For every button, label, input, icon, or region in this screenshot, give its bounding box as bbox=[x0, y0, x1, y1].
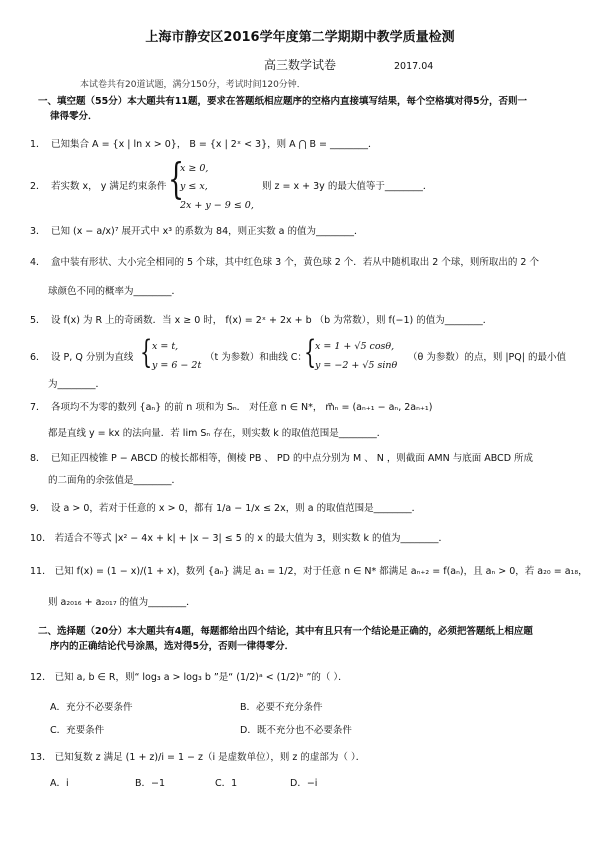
question-number: 9． bbox=[30, 503, 46, 514]
constraint-1: x ≥ 0, bbox=[180, 163, 209, 174]
question-number: 5． bbox=[30, 315, 46, 326]
question-text: 若适合不等式 |x² − 4x + k| + |x − 3| ≤ 5 的 x 的最大值为 3，则实数 k 的值为________． bbox=[54, 533, 449, 544]
option-c: C．充要条件 bbox=[50, 725, 105, 736]
question-number: 2． bbox=[30, 181, 46, 192]
question-13 bbox=[30, 752, 365, 763]
question-text: 各项均不为零的数列 {aₙ} 的前 n 项和为 Sₙ． 对任意 n ∈ N*， m⃗ₙ = (aₙ₊₁ − aₙ, 2aₙ₊₁) bbox=[51, 402, 433, 413]
question-number: 4． bbox=[30, 257, 46, 268]
exam-subtitle: 高三数学试卷 bbox=[263, 58, 336, 72]
question-8 bbox=[30, 453, 533, 464]
question-text: 设 P, Q 分别为直线 bbox=[51, 352, 134, 363]
option-a: A．充分不必要条件 bbox=[50, 702, 133, 713]
question-2-suffix: 则 z = x + 3y 的最大值等于________． bbox=[262, 181, 433, 192]
exam-note: 本试卷共有20道试题，满分150分，考试时间120分钟． bbox=[80, 80, 306, 90]
question-11-line2: 则 a₂₀₁₆ + a₂₀₁₇ 的值为________． bbox=[48, 597, 196, 608]
question-12 bbox=[30, 672, 348, 683]
question-6-line2: 为________． bbox=[48, 379, 106, 390]
question-4-line2: 球颜色不同的概率为________． bbox=[48, 286, 182, 297]
option-d: D．−i bbox=[290, 778, 318, 789]
constraint-3: 2x + y − 9 ≤ 0, bbox=[180, 200, 254, 211]
question-8-line2: 的二面角的余弦值是________． bbox=[48, 475, 182, 486]
question-text: 已知 (x − a/x)⁷ 展开式中 x³ 的系数为 84，则正实数 a 的值为________． bbox=[51, 226, 364, 237]
question-number: 10． bbox=[30, 533, 52, 544]
question-text: 盒中装有形状、大小完全相同的 5 个球，其中红色球 3 个，黄色球 2 个．若从中随机取出 2 个球，则所取出的 2 个 bbox=[51, 257, 539, 268]
system-brace: { bbox=[168, 154, 185, 203]
question-text: 设 a > 0，若对于任意的 x > 0，都有 1/a − 1/x ≤ 2x，则 a 的取值范围是________． bbox=[51, 503, 422, 514]
question-7 bbox=[30, 402, 432, 413]
section1-heading-line1: 一、填空题（55分）本大题共有11题，要求在答题纸相应题序的空格内直接填写结果，每个空格填对得5分，否则一 bbox=[38, 96, 528, 107]
question-number: 7． bbox=[30, 402, 46, 413]
question-2 bbox=[30, 181, 166, 192]
system-brace: { bbox=[140, 333, 153, 371]
question-4 bbox=[30, 257, 539, 268]
question-text: 已知集合 A = {x | ln x > 0}， B = {x | 2ˣ < 3}，则 A ⋂ B = ________． bbox=[51, 139, 378, 150]
question-number: 13． bbox=[30, 752, 52, 763]
option-b: B．−1 bbox=[135, 778, 166, 789]
question-number: 3． bbox=[30, 226, 46, 237]
section2-heading-line1: 二、选择题（20分）本大题共有4题，每题都给出四个结论，其中有且只有一个结论是正确的，必须把答题纸上相应题 bbox=[38, 626, 533, 637]
constraint-2: y ≤ x, bbox=[180, 181, 208, 192]
question-number: 12． bbox=[30, 672, 52, 683]
question-text: 若实数 x， y 满足约束条件 bbox=[51, 181, 167, 192]
curve-eq-1: x = 1 + √5 cosθ, bbox=[315, 341, 395, 352]
question-text: 已知 a, b ∈ R，则“ log₃ a > log₃ b ”是“ (1/2)ᵃ < (1/2)ᵇ ”的（ ）． bbox=[54, 672, 348, 683]
question-10 bbox=[30, 533, 448, 544]
question-6-suffix: （θ 为参数）的点，则 |PQ| 的最小值 bbox=[408, 352, 566, 363]
section2-heading-line2: 序内的正确结论代号涂黑，选对得5分，否则一律得零分． bbox=[50, 641, 295, 652]
question-6-mid: （t 为参数）和曲线 C： bbox=[205, 352, 307, 363]
question-number: 1． bbox=[30, 139, 46, 150]
line-eq-2: y = 6 − 2t bbox=[152, 360, 202, 371]
question-number: 11． bbox=[30, 566, 52, 577]
question-text: 已知复数 z 满足 (1 + z)/i = 1 − z（i 是虚数单位），则 z 的虚部为（ ）． bbox=[54, 752, 366, 763]
question-5 bbox=[30, 315, 492, 326]
question-text: 设 f(x) 为 R 上的奇函数．当 x ≥ 0 时， f(x) = 2ˣ + 2x + b （b 为常数），则 f(−1) 的值为________． bbox=[51, 315, 493, 326]
question-text: 已知正四棱锥 P − ABCD 的棱长都相等，侧棱 PB 、 PD 的中点分别为 M 、 N ，则截面 AMN 与底面 ABCD 所成 bbox=[51, 453, 534, 464]
exam-title: 上海市静安区2016学年度第二学期期中教学质量检测 bbox=[145, 30, 455, 45]
question-11 bbox=[30, 566, 588, 577]
question-6 bbox=[30, 352, 133, 363]
question-3 bbox=[30, 226, 364, 237]
question-1 bbox=[30, 139, 378, 150]
question-number: 8． bbox=[30, 453, 46, 464]
line-eq-1: x = t, bbox=[152, 341, 179, 352]
question-text: 已知 f(x) = (1 − x)/(1 + x)，数列 {aₙ} 满足 a₁ = 1/2，对于任意 n ∈ N* 都满足 aₙ₊₂ = f(aₙ)，且 aₙ > 0，若 a₂₀ = a₁₈， bbox=[54, 566, 588, 577]
option-d: D．既不充分也不必要条件 bbox=[240, 725, 352, 736]
curve-eq-2: y = −2 + √5 sinθ bbox=[315, 360, 398, 371]
section1-heading-line2: 律得零分． bbox=[50, 111, 98, 122]
question-9 bbox=[30, 503, 421, 514]
option-c: C．1 bbox=[215, 778, 238, 789]
option-a: A．i bbox=[50, 778, 69, 789]
system-brace: { bbox=[304, 333, 317, 371]
option-b: B．必要不充分条件 bbox=[240, 702, 323, 713]
exam-date: 2017.04 bbox=[394, 61, 434, 72]
question-number: 6． bbox=[30, 352, 46, 363]
question-7-line2: 都是直线 y = kx 的法向量．若 lim Sₙ 存在，则实数 k 的取值范围是________． bbox=[48, 428, 387, 439]
